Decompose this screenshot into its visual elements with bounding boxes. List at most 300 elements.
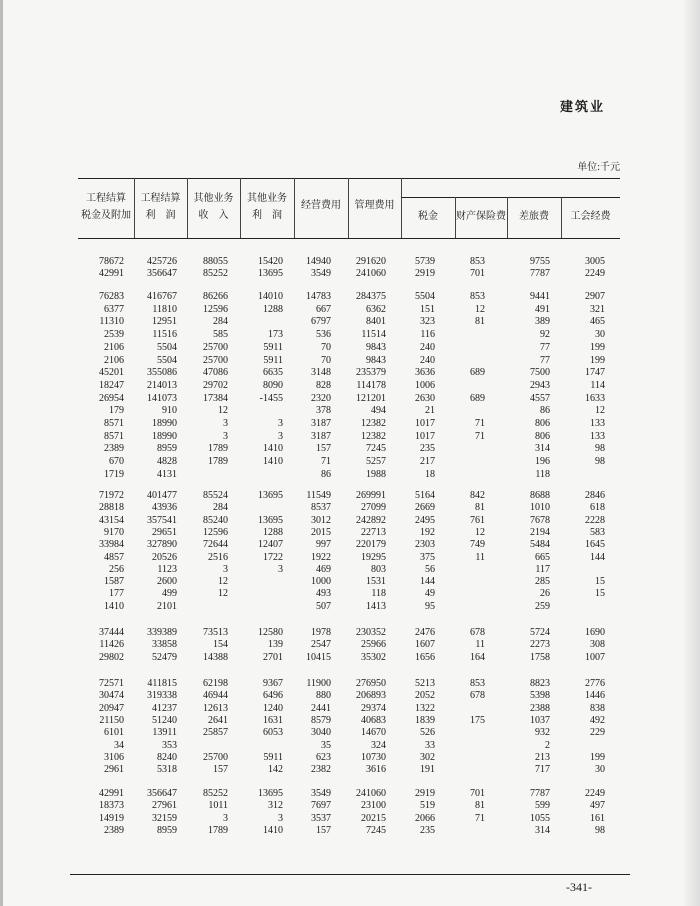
table-cell: 357541 xyxy=(147,514,177,526)
table-cell: 2701 xyxy=(263,651,283,663)
table-cell: 12951 xyxy=(152,316,177,328)
column-header xyxy=(348,197,401,214)
table-cell: 8571 xyxy=(104,418,124,429)
header-top-rule xyxy=(78,178,620,179)
table-row xyxy=(0,652,700,664)
table-cell: 85240 xyxy=(203,514,228,526)
table-cell: 853 xyxy=(470,291,485,302)
table-cell: 1789 xyxy=(208,456,228,468)
table-cell: 18990 xyxy=(152,418,177,429)
table-cell: 2441 xyxy=(311,702,331,714)
table-cell: 678 xyxy=(470,627,485,638)
table-cell: 284 xyxy=(213,316,228,328)
table-cell: 1055 xyxy=(530,812,550,824)
table-cell: 285 xyxy=(535,576,550,588)
table-cell: 1037 xyxy=(530,714,550,726)
table-cell: 717 xyxy=(535,764,550,776)
table-cell: 493 xyxy=(316,588,331,600)
table-cell: 499 xyxy=(162,588,177,600)
table-cell: 220179 xyxy=(356,539,386,551)
table-cell: 425726 xyxy=(147,256,177,267)
table-cell: 114 xyxy=(590,379,605,391)
table-cell: 25700 xyxy=(203,751,228,763)
table-cell: 71972 xyxy=(99,490,124,501)
table-cell: 114178 xyxy=(356,379,386,391)
table-cell: 9170 xyxy=(104,526,124,538)
table-cell: 9441 xyxy=(530,291,550,302)
table-cell: 4131 xyxy=(157,468,177,480)
table-cell: 2249 xyxy=(585,788,605,799)
table-row xyxy=(0,393,700,405)
table-row xyxy=(0,443,700,455)
table-cell: 1410 xyxy=(263,443,283,455)
table-cell: 13695 xyxy=(258,268,283,279)
table-cell: 375 xyxy=(420,551,435,563)
table-cell: 932 xyxy=(535,727,550,739)
table-cell: 701 xyxy=(470,788,485,799)
table-row xyxy=(0,800,700,812)
table-cell: 4557 xyxy=(530,392,550,404)
table-row xyxy=(0,825,700,837)
table-cell: 1747 xyxy=(585,367,605,379)
table-cell: -1455 xyxy=(259,392,283,404)
table-cell: 492 xyxy=(590,714,605,726)
table-row xyxy=(0,813,700,825)
table-cell: 312 xyxy=(268,800,283,812)
table-cell: 12 xyxy=(218,576,228,588)
table-cell: 23100 xyxy=(361,800,386,812)
table-cell: 7787 xyxy=(530,788,550,799)
table-cell: 323 xyxy=(420,316,435,328)
table-cell: 8401 xyxy=(366,316,386,328)
table-cell: 670 xyxy=(109,456,124,468)
column-header-line: 工程结算 xyxy=(140,193,181,204)
table-cell: 71 xyxy=(475,418,485,429)
table-row xyxy=(0,418,700,430)
table-cell: 1010 xyxy=(530,502,550,514)
table-cell: 8823 xyxy=(530,678,550,689)
table-cell: 324 xyxy=(371,739,386,751)
table-cell: 321 xyxy=(590,303,605,315)
table-cell: 18247 xyxy=(99,379,124,391)
table-cell: 117 xyxy=(535,563,550,575)
table-cell: 3636 xyxy=(415,367,435,379)
table-cell: 2389 xyxy=(104,824,124,836)
table-cell: 199 xyxy=(590,341,605,353)
table-cell: 235 xyxy=(420,443,435,455)
table-cell: 8579 xyxy=(311,714,331,726)
table-cell: 302 xyxy=(420,751,435,763)
table-cell: 599 xyxy=(535,800,550,812)
column-header-line: 差旅费 xyxy=(519,211,549,222)
table-cell: 7245 xyxy=(366,824,386,836)
table-cell: 314 xyxy=(535,443,550,455)
table-cell: 1531 xyxy=(366,576,386,588)
table-cell: 18373 xyxy=(99,800,124,812)
column-header-line: 收 入 xyxy=(198,210,229,221)
table-cell: 1587 xyxy=(104,576,124,588)
table-row xyxy=(0,740,700,752)
table-row xyxy=(0,564,700,576)
table-cell: 56 xyxy=(425,563,435,575)
table-cell: 213 xyxy=(535,751,550,763)
table-cell: 33858 xyxy=(152,639,177,651)
table-cell: 1000 xyxy=(311,576,331,588)
table-cell: 6101 xyxy=(104,727,124,739)
table-row xyxy=(0,576,700,588)
table-cell: 353 xyxy=(162,739,177,751)
table-cell: 29651 xyxy=(152,526,177,538)
bottom-rule xyxy=(70,874,630,875)
table-cell: 62198 xyxy=(203,678,228,689)
table-cell: 3 xyxy=(278,563,283,575)
table-cell: 356647 xyxy=(147,788,177,799)
table-cell: 13695 xyxy=(258,490,283,501)
table-cell: 11514 xyxy=(361,329,386,341)
table-cell: 12407 xyxy=(258,539,283,551)
table-cell: 35 xyxy=(321,739,331,751)
table-cell: 98 xyxy=(595,443,605,455)
table-row xyxy=(0,304,700,316)
table-cell: 3549 xyxy=(311,788,331,799)
table-row xyxy=(0,515,700,527)
table-cell: 2919 xyxy=(415,788,435,799)
table-cell: 1607 xyxy=(415,639,435,651)
table-cell: 2052 xyxy=(415,690,435,702)
table-cell: 47086 xyxy=(203,367,228,379)
table-row xyxy=(0,316,700,328)
table-cell: 29702 xyxy=(203,379,228,391)
table-row xyxy=(0,456,700,468)
table-cell: 139 xyxy=(268,639,283,651)
table-cell: 86266 xyxy=(203,291,228,302)
table-cell: 491 xyxy=(535,303,550,315)
table-cell: 1789 xyxy=(208,824,228,836)
table-cell: 1017 xyxy=(415,418,435,429)
table-cell: 880 xyxy=(316,690,331,702)
table-cell: 276950 xyxy=(356,678,386,689)
table-cell: 3549 xyxy=(311,268,331,279)
table-cell: 5911 xyxy=(263,341,283,353)
table-cell: 2106 xyxy=(104,341,124,353)
table-cell: 22713 xyxy=(361,526,386,538)
column-header-line: 利 润 xyxy=(145,210,176,221)
table-cell: 173 xyxy=(268,329,283,341)
table-cell: 5739 xyxy=(415,256,435,267)
table-cell: 46944 xyxy=(203,690,228,702)
table-cell: 1240 xyxy=(263,702,283,714)
table-cell: 37444 xyxy=(99,627,124,638)
table-cell: 2846 xyxy=(585,490,605,501)
table-cell: 5398 xyxy=(530,690,550,702)
table-cell: 5213 xyxy=(415,678,435,689)
table-cell: 157 xyxy=(213,764,228,776)
table-cell: 2630 xyxy=(415,392,435,404)
table-cell: 8688 xyxy=(530,490,550,501)
table-row xyxy=(0,727,700,739)
table-cell: 5484 xyxy=(530,539,550,551)
table-cell: 749 xyxy=(470,539,485,551)
table-cell: 7697 xyxy=(311,800,331,812)
table-cell: 6377 xyxy=(104,303,124,315)
table-cell: 30 xyxy=(595,764,605,776)
table-cell: 6797 xyxy=(311,316,331,328)
table-cell: 12596 xyxy=(203,303,228,315)
table-cell: 14940 xyxy=(306,256,331,267)
table-cell: 81 xyxy=(475,502,485,514)
table-cell: 2388 xyxy=(530,702,550,714)
table-row xyxy=(0,715,700,727)
table-cell: 10415 xyxy=(306,651,331,663)
table-row xyxy=(0,764,700,776)
table-cell: 6496 xyxy=(263,690,283,702)
table-row xyxy=(0,405,700,417)
table-cell: 997 xyxy=(316,539,331,551)
table-cell: 2101 xyxy=(157,600,177,612)
table-cell: 5911 xyxy=(263,354,283,366)
table-cell: 3616 xyxy=(366,764,386,776)
table-cell: 81 xyxy=(475,316,485,328)
table-cell: 5257 xyxy=(366,456,386,468)
column-header xyxy=(561,208,620,225)
table-cell: 339389 xyxy=(147,627,177,638)
table-cell: 41237 xyxy=(152,702,177,714)
table-cell: 497 xyxy=(590,800,605,812)
table-cell: 1011 xyxy=(208,800,228,812)
table-row xyxy=(0,678,700,690)
table-cell: 77 xyxy=(540,354,550,366)
table-cell: 416767 xyxy=(147,291,177,302)
table-cell: 5724 xyxy=(530,627,550,638)
table-cell: 29374 xyxy=(361,702,386,714)
table-cell: 12 xyxy=(595,405,605,417)
table-cell: 157 xyxy=(316,824,331,836)
table-cell: 5911 xyxy=(263,751,283,763)
table-cell: 3040 xyxy=(311,727,331,739)
table-cell: 42991 xyxy=(99,268,124,279)
table-cell: 3 xyxy=(278,430,283,442)
table-cell: 2273 xyxy=(530,639,550,651)
table-cell: 284 xyxy=(213,502,228,514)
table-row xyxy=(0,469,700,481)
table-cell: 92 xyxy=(540,329,550,341)
header-sub-rule xyxy=(401,197,620,198)
table-cell: 15420 xyxy=(258,256,283,267)
column-header xyxy=(240,190,294,224)
table-cell: 526 xyxy=(420,727,435,739)
column-header-line: 工程结算 xyxy=(86,193,126,204)
table-cell: 86 xyxy=(321,468,331,480)
table-cell: 13695 xyxy=(258,788,283,799)
table-cell: 217 xyxy=(420,456,435,468)
table-cell: 98 xyxy=(595,824,605,836)
table-cell: 2539 xyxy=(104,329,124,341)
table-cell: 469 xyxy=(316,563,331,575)
table-cell: 5164 xyxy=(415,490,435,501)
column-header xyxy=(294,197,348,214)
table-cell: 17384 xyxy=(203,392,228,404)
table-cell: 70 xyxy=(321,354,331,366)
table-cell: 6635 xyxy=(263,367,283,379)
table-cell: 14670 xyxy=(361,727,386,739)
table-cell: 2106 xyxy=(104,354,124,366)
table-cell: 2547 xyxy=(311,639,331,651)
table-cell: 240 xyxy=(420,354,435,366)
table-cell: 77 xyxy=(540,341,550,353)
table-cell: 806 xyxy=(535,418,550,429)
table-cell: 678 xyxy=(470,690,485,702)
table-cell: 157 xyxy=(316,443,331,455)
table-cell: 838 xyxy=(590,702,605,714)
table-cell: 14919 xyxy=(99,812,124,824)
table-cell: 70 xyxy=(321,341,331,353)
header-bottom-rule xyxy=(78,238,620,239)
table-cell: 85252 xyxy=(203,268,228,279)
table-row xyxy=(0,256,700,268)
table-cell: 1978 xyxy=(311,627,331,638)
table-row xyxy=(0,601,700,613)
table-cell: 519 xyxy=(420,800,435,812)
table-cell: 3106 xyxy=(104,751,124,763)
table-cell: 2228 xyxy=(585,514,605,526)
table-cell: 2641 xyxy=(208,714,228,726)
table-cell: 164 xyxy=(470,651,485,663)
table-cell: 199 xyxy=(590,354,605,366)
table-cell: 2669 xyxy=(415,502,435,514)
table-cell: 196 xyxy=(535,456,550,468)
table-cell: 26954 xyxy=(99,392,124,404)
table-row xyxy=(0,639,700,651)
column-header xyxy=(401,208,455,225)
table-cell: 1633 xyxy=(585,392,605,404)
table-row xyxy=(0,367,700,379)
table-cell: 25700 xyxy=(203,354,228,366)
table-cell: 10730 xyxy=(361,751,386,763)
table-cell: 18 xyxy=(425,468,435,480)
table-cell: 81 xyxy=(475,800,485,812)
table-cell: 13695 xyxy=(258,514,283,526)
table-cell: 6053 xyxy=(263,727,283,739)
table-cell: 3187 xyxy=(311,418,331,429)
table-cell: 1631 xyxy=(263,714,283,726)
table-cell: 20526 xyxy=(152,551,177,563)
table-cell: 1123 xyxy=(157,563,177,575)
table-cell: 18990 xyxy=(152,430,177,442)
table-cell: 378 xyxy=(316,405,331,417)
table-cell: 27099 xyxy=(361,502,386,514)
table-cell: 3537 xyxy=(311,812,331,824)
table-cell: 191 xyxy=(420,764,435,776)
table-cell: 95 xyxy=(425,600,435,612)
table-cell: 133 xyxy=(590,418,605,429)
table-row xyxy=(0,752,700,764)
table-cell: 15 xyxy=(595,588,605,600)
table-cell: 3148 xyxy=(311,367,331,379)
table-cell: 141073 xyxy=(147,392,177,404)
table-row xyxy=(0,355,700,367)
column-header-line: 利 润 xyxy=(252,210,282,221)
table-cell: 5504 xyxy=(157,341,177,353)
table-cell: 5318 xyxy=(157,764,177,776)
table-row xyxy=(0,329,700,341)
table-cell: 842 xyxy=(470,490,485,501)
table-cell: 161 xyxy=(590,812,605,824)
table-cell: 828 xyxy=(316,379,331,391)
table-cell: 401477 xyxy=(147,490,177,501)
table-cell: 319338 xyxy=(147,690,177,702)
table-cell: 144 xyxy=(590,551,605,563)
table-cell: 85252 xyxy=(203,788,228,799)
table-cell: 9843 xyxy=(366,354,386,366)
table-cell: 8240 xyxy=(157,751,177,763)
column-header-line: 税金 xyxy=(418,211,438,222)
column-header-line: 财产保险费 xyxy=(456,211,506,222)
table-cell: 2303 xyxy=(415,539,435,551)
table-cell: 9755 xyxy=(530,256,550,267)
table-cell: 2389 xyxy=(104,443,124,455)
table-cell: 71 xyxy=(475,812,485,824)
table-cell: 11810 xyxy=(152,303,177,315)
table-cell: 803 xyxy=(371,563,386,575)
table-cell: 118 xyxy=(371,588,386,600)
table-cell: 229 xyxy=(590,727,605,739)
table-cell: 71 xyxy=(321,456,331,468)
table-cell: 665 xyxy=(535,551,550,563)
table-cell: 30 xyxy=(595,329,605,341)
table-cell: 1288 xyxy=(263,526,283,538)
table-cell: 6362 xyxy=(366,303,386,315)
table-cell: 5504 xyxy=(157,354,177,366)
table-row xyxy=(0,380,700,392)
table-cell: 12382 xyxy=(361,430,386,442)
table-cell: 12 xyxy=(218,405,228,417)
table-cell: 21150 xyxy=(99,714,124,726)
table-cell: 7787 xyxy=(530,268,550,279)
table-cell: 269991 xyxy=(356,490,386,501)
column-header-line: 其他业务 xyxy=(193,193,234,204)
table-cell: 327890 xyxy=(147,539,177,551)
table-cell: 86 xyxy=(540,405,550,417)
table-cell: 4828 xyxy=(157,456,177,468)
table-cell: 27961 xyxy=(152,800,177,812)
table-cell: 11310 xyxy=(99,316,124,328)
table-cell: 2907 xyxy=(585,291,605,302)
table-cell: 2516 xyxy=(208,551,228,563)
table-cell: 240 xyxy=(420,341,435,353)
table-cell: 98 xyxy=(595,456,605,468)
table-cell: 2943 xyxy=(530,379,550,391)
table-cell: 585 xyxy=(213,329,228,341)
page-number: -341- xyxy=(566,880,592,894)
table-cell: 199 xyxy=(590,751,605,763)
table-cell: 853 xyxy=(470,678,485,689)
table-cell: 12 xyxy=(475,526,485,538)
table-row xyxy=(0,539,700,551)
table-cell: 35302 xyxy=(361,651,386,663)
table-cell: 142 xyxy=(268,764,283,776)
table-cell: 7500 xyxy=(530,367,550,379)
table-cell: 1288 xyxy=(263,303,283,315)
table-cell: 25966 xyxy=(361,639,386,651)
table-row xyxy=(0,703,700,715)
table-cell: 12580 xyxy=(258,627,283,638)
table-cell: 206893 xyxy=(356,690,386,702)
table-cell: 9367 xyxy=(263,678,283,689)
table-cell: 1722 xyxy=(263,551,283,563)
table-cell: 11549 xyxy=(306,490,331,501)
table-cell: 15 xyxy=(595,576,605,588)
table-cell: 389 xyxy=(535,316,550,328)
